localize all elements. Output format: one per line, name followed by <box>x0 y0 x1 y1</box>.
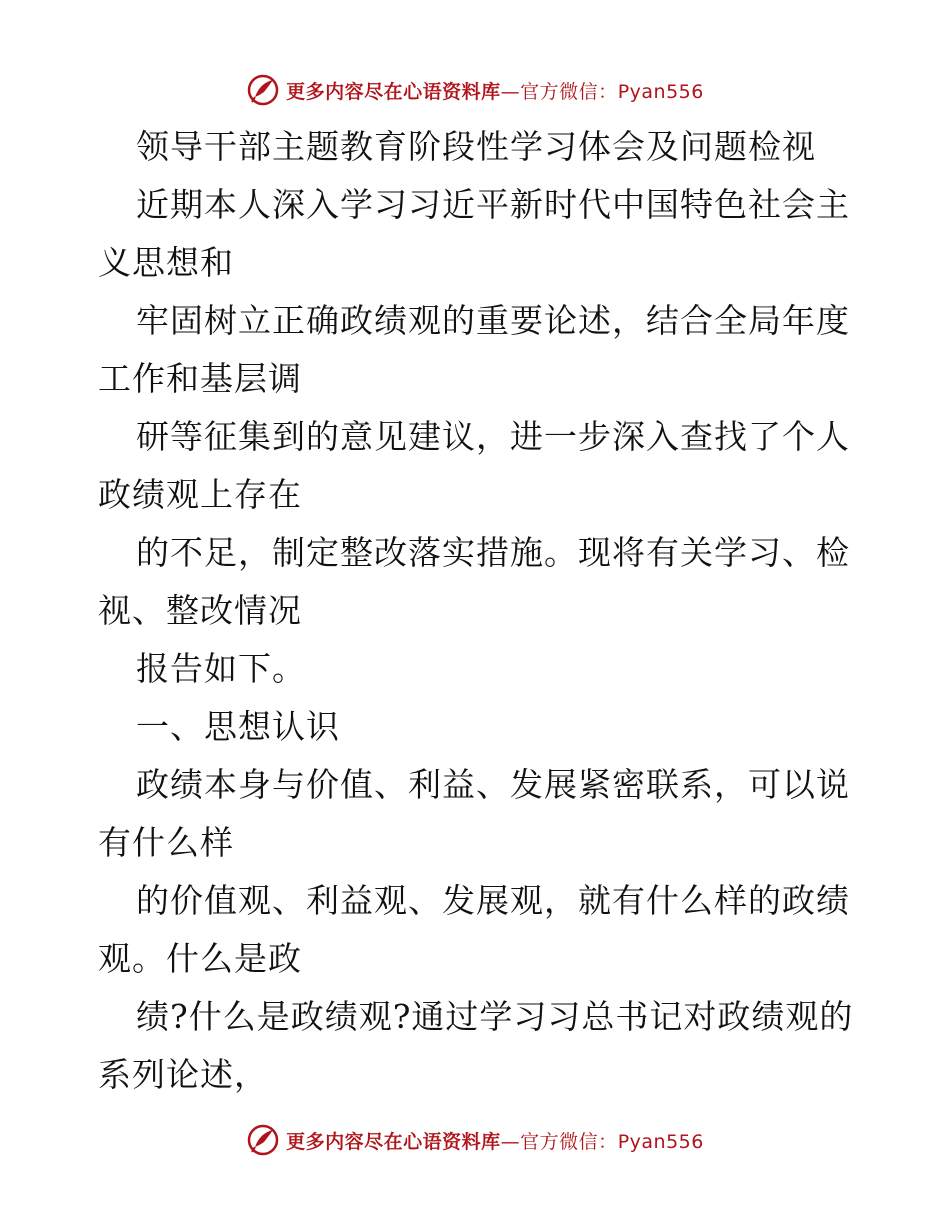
text-line: 的价值观、利益观、发展观，就有什么样的政绩 <box>136 881 850 920</box>
text-line: 政绩观上存在 <box>98 475 302 514</box>
header-banner <box>0 70 950 110</box>
footer-banner-text <box>286 1127 704 1154</box>
header-wechat-id: Pyan556 <box>617 80 704 103</box>
header-banner-text <box>286 77 704 104</box>
document-body <box>98 118 858 1104</box>
footer-separator: — <box>500 1130 521 1153</box>
text-line: 工作和基层调 <box>98 359 302 398</box>
header-wechat-label: 官方微信： <box>520 80 618 103</box>
text-line: 视、整改情况 <box>98 591 302 630</box>
text-line: 观。什么是政 <box>98 939 302 978</box>
quill-logo-icon <box>246 1123 280 1157</box>
text-line: 的不足，制定整改落实措施。现将有关学习、检 <box>136 533 850 572</box>
footer-wechat-id: Pyan556 <box>617 1130 704 1153</box>
header-brand-text: 更多内容尽在心语资料库 <box>286 80 501 103</box>
footer-brand-text: 更多内容尽在心语资料库 <box>286 1130 501 1153</box>
text-line: 义思想和 <box>98 243 234 282</box>
text-line: 一、思想认识 <box>136 707 340 746</box>
text-line: 政绩本身与价值、利益、发展紧密联系，可以说 <box>136 765 850 804</box>
text-line: 系列论述， <box>98 1055 268 1094</box>
footer-banner <box>0 1120 950 1160</box>
text-line: 绩?什么是政绩观?通过学习习总书记对政绩观的 <box>136 997 854 1036</box>
text-line: 有什么样 <box>98 823 234 862</box>
header-separator: — <box>500 80 521 103</box>
text-line: 牢固树立正确政绩观的重要论述，结合全局年度 <box>136 301 850 340</box>
quill-logo-icon <box>246 73 280 107</box>
footer-wechat-label: 官方微信： <box>520 1130 618 1153</box>
text-line: 近期本人深入学习习近平新时代中国特色社会主 <box>136 185 850 224</box>
text-line: 领导干部主题教育阶段性学习体会及问题检视 <box>136 127 816 166</box>
text-line: 研等征集到的意见建议，进一步深入查找了个人 <box>136 417 850 456</box>
text-line: 报告如下。 <box>136 649 306 688</box>
